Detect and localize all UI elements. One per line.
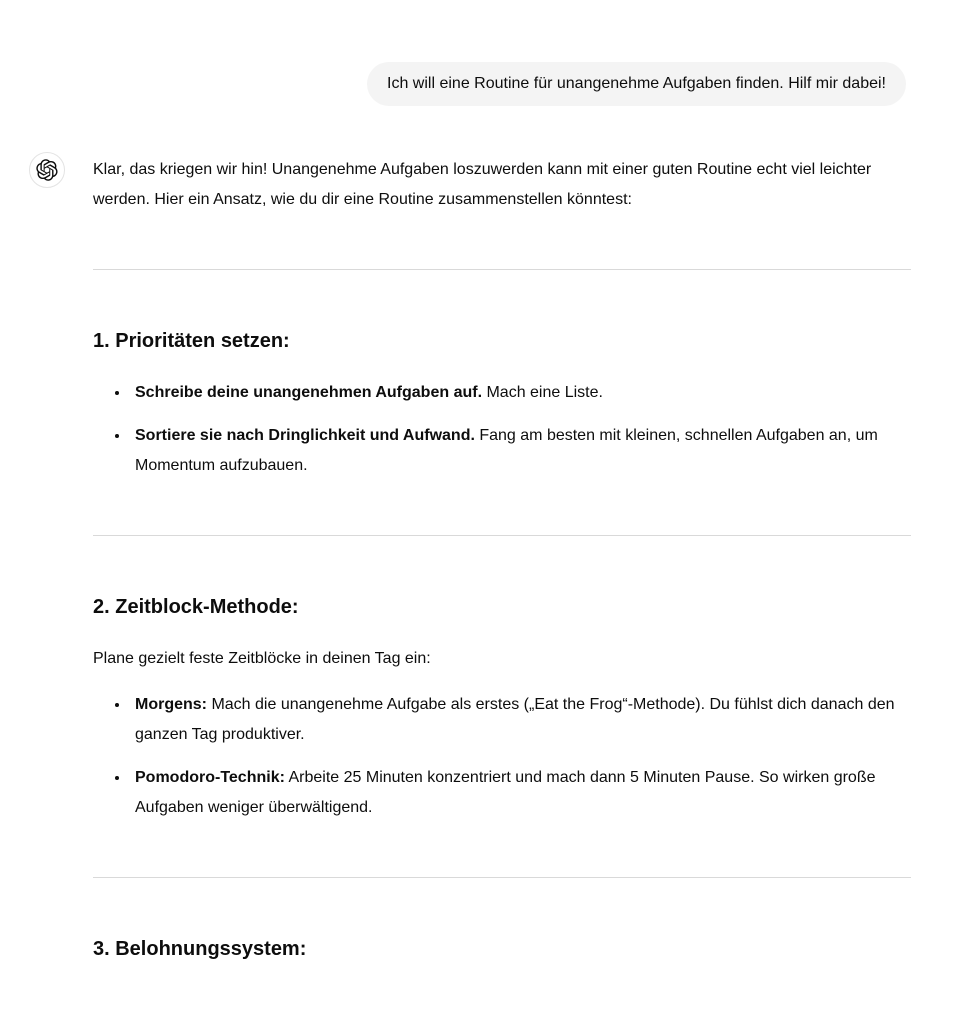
list-item-text: Arbeite 25 Minuten konzentriert und mach dann 5 Minuten Pause. So wirken große Aufgaben weniger überwältigend. — [135, 769, 876, 816]
list-item-bold-text: Morgens: — [135, 696, 207, 713]
section-heading-priorities: 1. Prioritäten setzen: — [93, 330, 290, 352]
assistant-message-row — [0, 152, 960, 986]
bullet-list-timeblock — [93, 690, 911, 823]
section-divider — [93, 877, 911, 878]
list-item-text: Mach eine Liste. — [482, 384, 603, 401]
assistant-intro-text: Klar, das kriegen wir hin! Unangenehme Aufgaben loszuwerden kann mit einer guten Routine echt viel leichter werden. Hier ein Ansatz, wie du dir eine Routine zusammenstellen könntest: — [93, 161, 872, 208]
list-item-bold-text: Schreibe deine unangenehmen Aufgaben auf. — [135, 384, 483, 401]
list-item-bold-text: Pomodoro-Technik: — [135, 769, 285, 786]
section-paragraph: Plane gezielt feste Zeitblöcke in deinen Tag ein: — [93, 650, 431, 667]
list-item-text: Fang am besten mit kleinen, schnellen Aufgaben an, um Momentum aufzubauen. — [135, 427, 878, 474]
bullet-list-priorities — [93, 378, 911, 481]
list-item — [130, 690, 911, 750]
user-message-bubble — [367, 62, 906, 106]
openai-logo-icon — [36, 159, 58, 181]
assistant-avatar — [29, 152, 65, 188]
user-message-row — [0, 0, 960, 106]
list-item-text: Mach die unangenehme Aufgabe als erstes („Eat the Frog“-Methode). Du fühlst dich danach den ganzen Tag produktiver. — [135, 696, 895, 743]
assistant-message-content — [93, 152, 911, 986]
list-item-bold-text: Sortiere sie nach Dringlichkeit und Aufwand. — [135, 427, 475, 444]
section-heading-timeblock: 2. Zeitblock-Methode: — [93, 596, 299, 618]
section-heading-reward: 3. Belohnungssystem: — [93, 938, 307, 960]
list-item — [130, 763, 911, 823]
section-divider — [93, 269, 911, 270]
section-divider — [93, 535, 911, 536]
list-item — [130, 421, 911, 481]
user-message-text: Ich will eine Routine für unangenehme Aufgaben finden. Hilf mir dabei! — [387, 75, 886, 92]
list-item — [130, 378, 911, 408]
